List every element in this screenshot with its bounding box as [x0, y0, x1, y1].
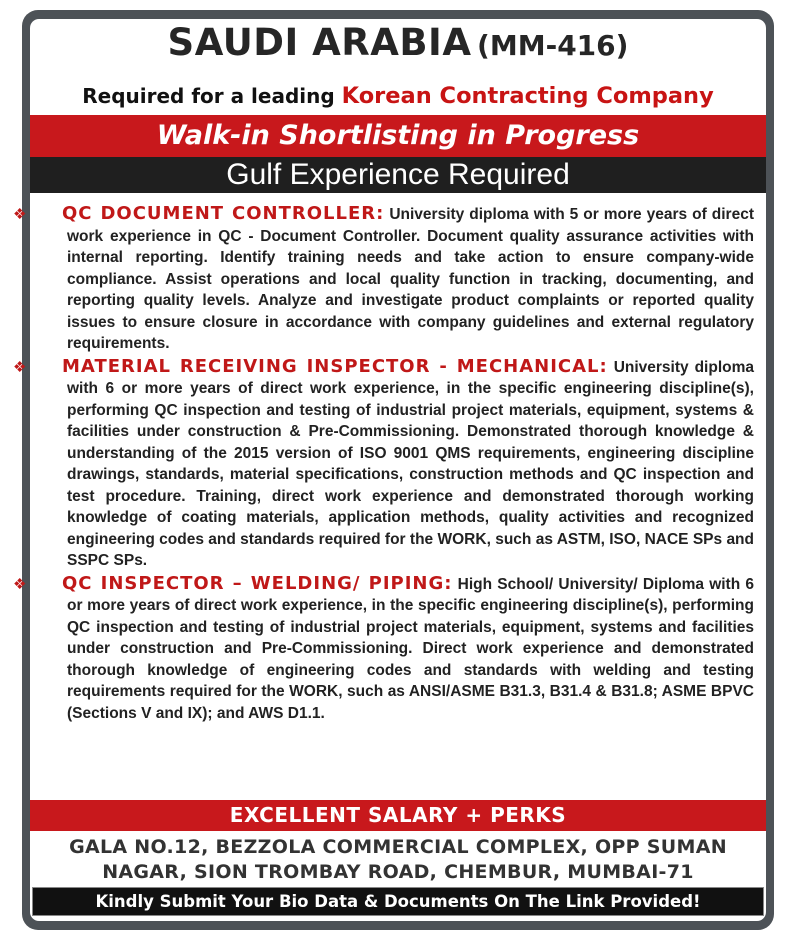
- poster-subtitle: [30, 83, 766, 109]
- poster-title: [30, 21, 766, 64]
- job-title: QC DOCUMENT CONTROLLER:: [62, 203, 385, 224]
- address-line-1: GALA NO.12, BEZZOLA COMMERCIAL COMPLEX, OPP SUMAN: [69, 836, 727, 858]
- job-title: MATERIAL RECEIVING INSPECTOR - MECHANICAL:: [62, 355, 608, 377]
- diamond-bullet-icon: ❖: [13, 206, 27, 223]
- job-item: [13, 572, 754, 725]
- job-item: [13, 203, 754, 355]
- submit-cta-banner: Kindly Submit Your Bio Data & Documents On The Link Provided!: [32, 887, 764, 916]
- office-address: [36, 835, 760, 885]
- walkin-banner: Walk-in Shortlisting in Progress: [30, 115, 766, 157]
- reference-code: (MM-416): [477, 29, 629, 62]
- diamond-bullet-icon: ❖: [13, 575, 27, 593]
- job-item: [13, 355, 754, 572]
- subtitle-lead: Required for a leading: [82, 84, 342, 108]
- address-line-2: NAGAR, SION TROMBAY ROAD, CHEMBUR, MUMBAI-71: [102, 861, 694, 883]
- job-description: University diploma with 6 or more years of direct work experience, in the specific engineering discipline(s), performing QC inspection and testing of industrial project materials, equipment, systems & facilities under construction & Pre-Commissioning. Demonstrated thorough knowledge & understanding of the 2015 version of ISO 9001 QMS requirements, engineering discipline drawings, standards, material specifications, construction methods and QC inspection and test procedure. Training, direct work experience and demonstrated thorough working knowledge of coating materials, application methods, quality activities and recognized engineering codes and standards required for the WORK, such as ASTM, ISO, NACE SPs and SSPC SPs.: [67, 358, 754, 569]
- job-description: High School/ University/ Diploma with 6 or more years of direct work experience, in the specific engineering discipline(s), performing QC inspection and testing of industrial project materials, equipment, systems and facilities under construction and Pre-Commissioning. Direct work experience and demonstrated thorough knowledge of engineering codes and standards with welding and testing requirements required for the WORK, such as ANSI/ASME B31.3, B31.4 & B31.8; ASME BPVC (Sections V and IX); and AWS D1.1.: [67, 575, 754, 722]
- diamond-bullet-icon: ❖: [13, 358, 27, 376]
- job-poster: [13, 19, 766, 921]
- salary-banner: EXCELLENT SALARY + PERKS: [30, 800, 766, 831]
- company-name: Korean Contracting Company: [341, 83, 714, 109]
- country-title: SAUDI ARABIA: [167, 21, 472, 64]
- job-list: [13, 203, 754, 725]
- gulf-experience-banner: Gulf Experience Required: [30, 157, 766, 193]
- job-title: QC INSPECTOR – WELDING/ PIPING:: [62, 572, 453, 594]
- job-description: University diploma with 5 or more years of direct work experience in QC - Document Controller. Document quality assurance activities with internal reporting. Identify training needs and take action to ensure company-wide compliance. Assist operations and local quality function in tracking, documenting, and reporting quality levels. Analyze and investigate product complaints or reported quality issues to ensure closure in accordance with company guidelines and external regulatory requirements.: [67, 206, 754, 352]
